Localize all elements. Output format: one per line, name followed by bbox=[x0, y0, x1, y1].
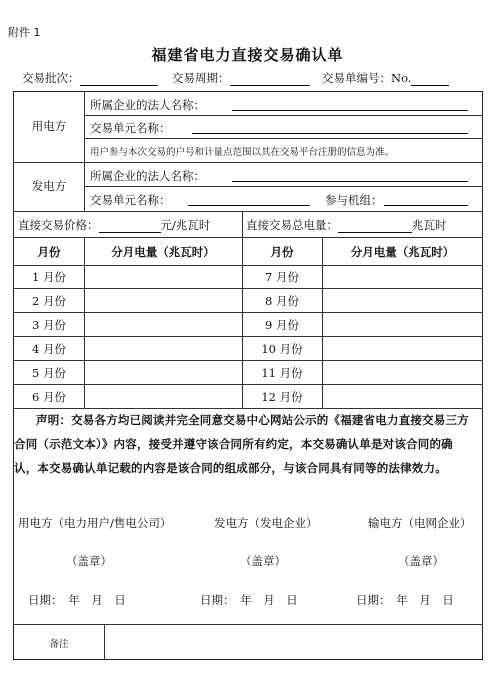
energy-input-aug[interactable] bbox=[324, 291, 481, 311]
energy-input-sep[interactable] bbox=[324, 315, 481, 335]
remarks-label: 备注 bbox=[49, 639, 69, 650]
energy-input-feb[interactable] bbox=[86, 291, 240, 311]
buyer-section-label: 用电方 bbox=[31, 119, 67, 133]
attachment-label: 附件 1 bbox=[8, 26, 41, 39]
energy-input-dec[interactable] bbox=[324, 387, 481, 407]
price-label: 直接交易价格： bbox=[18, 218, 99, 232]
energy-input-jun[interactable] bbox=[86, 387, 240, 407]
confirmation-form bbox=[13, 91, 483, 660]
seller-legal-person-blank[interactable] bbox=[232, 168, 468, 182]
month-cell: 7 月份 bbox=[265, 270, 299, 284]
party-buyer-name: 用电方（电力用户/售电公司） bbox=[18, 516, 172, 530]
energy-input-nov[interactable] bbox=[324, 363, 481, 383]
energy-header-left: 分月电量（兆瓦时） bbox=[111, 245, 215, 259]
month-header-right: 月份 bbox=[270, 245, 294, 259]
energy-input-apr[interactable] bbox=[86, 339, 240, 359]
period-field bbox=[172, 70, 310, 86]
number-prefix: No. bbox=[391, 71, 412, 85]
party-buyer-seal: （盖章） bbox=[66, 554, 112, 568]
total-unit: 兆瓦时 bbox=[412, 218, 447, 232]
batch-field bbox=[22, 70, 158, 86]
price-blank[interactable] bbox=[99, 219, 161, 233]
number-label: 交易单编号： bbox=[322, 71, 391, 85]
period-blank[interactable] bbox=[230, 72, 310, 86]
batch-blank[interactable] bbox=[80, 72, 158, 86]
seller-legal-person-label: 所属企业的法人名称： bbox=[90, 169, 205, 183]
energy-input-mar[interactable] bbox=[86, 315, 240, 335]
price-field bbox=[18, 217, 210, 233]
month-cell: 2 月份 bbox=[32, 294, 66, 308]
seller-unit-group-blank[interactable] bbox=[384, 192, 468, 206]
statement: 声明：交易各方均已阅读并完全同意交易中心网站公示的《福建省电力直接交易三方合同（示范文本）》内容，接受并遵守该合同所有约定，本交易确认单是对该合同的确认，本交易确认单记载的内容是该合同的组成部分，与该合同具有同等的法律效力。 bbox=[14, 413, 469, 475]
energy-input-jul[interactable] bbox=[324, 267, 481, 287]
energy-header-right: 分月电量（兆瓦时） bbox=[350, 245, 455, 259]
party-seller-name: 发电方（发电企业） bbox=[214, 516, 318, 530]
buyer-unit-label: 交易单元名称： bbox=[90, 121, 171, 135]
remarks-input[interactable] bbox=[106, 626, 480, 658]
price-unit: 元/兆瓦时 bbox=[160, 218, 211, 232]
number-blank[interactable] bbox=[411, 72, 449, 86]
seller-unit-group-label: 参与机组： bbox=[325, 193, 383, 207]
month-cell: 9 月份 bbox=[265, 318, 299, 332]
document-title: 福建省电力直接交易确认单 bbox=[151, 46, 344, 64]
month-cell: 11 月份 bbox=[261, 366, 303, 380]
party-buyer-date[interactable]: 日期： 年 月 日 bbox=[28, 593, 126, 607]
total-field bbox=[246, 217, 447, 233]
buyer-legal-person-label: 所属企业的法人名称： bbox=[90, 98, 205, 112]
month-cell: 10 月份 bbox=[261, 342, 303, 356]
month-cell: 5 月份 bbox=[32, 366, 66, 380]
party-grid-name: 输电方（电网企业） bbox=[368, 516, 472, 530]
total-label: 直接交易总电量： bbox=[246, 218, 338, 232]
total-blank[interactable] bbox=[338, 219, 412, 233]
buyer-legal-person-blank[interactable] bbox=[232, 97, 468, 111]
seller-section-label: 发电方 bbox=[31, 179, 67, 193]
month-cell: 1 月份 bbox=[32, 270, 66, 284]
month-cell: 8 月份 bbox=[265, 294, 299, 308]
seller-unit-blank[interactable] bbox=[188, 192, 310, 206]
month-cell: 3 月份 bbox=[32, 318, 66, 332]
buyer-unit-blank[interactable] bbox=[192, 120, 468, 134]
energy-input-oct[interactable] bbox=[324, 339, 481, 359]
party-seller-seal: （盖章） bbox=[240, 554, 286, 568]
energy-input-may[interactable] bbox=[86, 363, 240, 383]
buyer-note: 用户参与本次交易的户号和计量点范围以其在交易平台注册的信息为准。 bbox=[90, 147, 395, 158]
energy-input-jan[interactable] bbox=[86, 267, 240, 287]
month-cell: 4 月份 bbox=[32, 342, 66, 356]
number-field bbox=[322, 70, 449, 86]
seller-unit-label: 交易单元名称： bbox=[90, 193, 171, 207]
party-seller-date[interactable]: 日期： 年 月 日 bbox=[200, 593, 298, 607]
party-grid-date[interactable]: 日期： 年 月 日 bbox=[356, 593, 454, 607]
month-cell: 12 月份 bbox=[261, 390, 303, 404]
party-grid-seal: （盖章） bbox=[398, 554, 444, 568]
period-label: 交易周期： bbox=[172, 71, 230, 85]
month-cell: 6 月份 bbox=[32, 390, 66, 404]
batch-label: 交易批次： bbox=[22, 71, 80, 85]
month-header-left: 月份 bbox=[37, 245, 61, 259]
